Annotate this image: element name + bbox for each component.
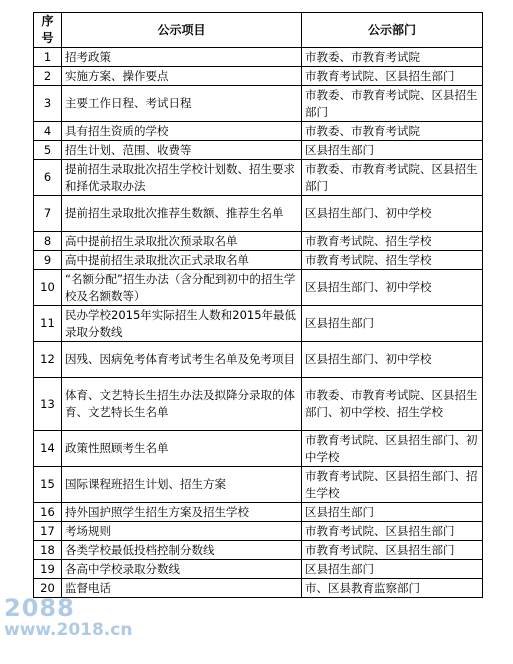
table-row — [34, 196, 483, 232]
row-number: 14 — [34, 431, 62, 467]
row-number: 2 — [34, 67, 62, 86]
publicity-item: 监督电话 — [62, 579, 302, 598]
publicity-item: 主要工作日程、考试日程 — [62, 86, 302, 122]
publicity-department: 市教委、市教育考试院、区县招生部门 — [302, 86, 483, 122]
publicity-department: 区县招生部门 — [302, 141, 483, 160]
publicity-department: 市教委、市教育考试院 — [302, 48, 483, 67]
row-number: 6 — [34, 160, 62, 196]
row-number: 8 — [34, 232, 62, 251]
row-number: 9 — [34, 251, 62, 270]
table-row — [34, 431, 483, 467]
publicity-department: 市教委、市教育考试院、区县招生部门 — [302, 160, 483, 196]
table-header-row — [34, 13, 483, 48]
publicity-department: 市教育考试院、招生学校 — [302, 232, 483, 251]
row-number: 1 — [34, 48, 62, 67]
table-row — [34, 342, 483, 378]
publicity-item: 因残、因病免考体育考试考生名单及免考项目 — [62, 342, 302, 378]
publicity-department: 市教委、市教育考试院、区县招生部门、初中学校、招生学校 — [302, 378, 483, 431]
table-row — [34, 86, 483, 122]
row-number: 5 — [34, 141, 62, 160]
publicity-department: 区县招生部门、初中学校 — [302, 196, 483, 232]
publicity-department: 区县招生部门 — [302, 503, 483, 522]
watermark-line2: www.2018.cn — [4, 620, 133, 640]
row-number: 12 — [34, 342, 62, 378]
row-number: 17 — [34, 522, 62, 541]
publicity-item: 持外国护照学生招生方案及招生学校 — [62, 503, 302, 522]
publicity-department: 市教育考试院、区县招生部门 — [302, 67, 483, 86]
row-number: 18 — [34, 541, 62, 560]
publicity-department: 市教委、市教育考试院 — [302, 122, 483, 141]
row-number: 7 — [34, 196, 62, 232]
publicity-department: 市教育考试院、招生学校 — [302, 251, 483, 270]
publicity-item: 具有招生资质的学校 — [62, 122, 302, 141]
table-row — [34, 48, 483, 67]
publicity-item: 国际课程班招生计划、招生方案 — [62, 467, 302, 503]
row-number: 19 — [34, 560, 62, 579]
table-row — [34, 67, 483, 86]
table-row — [34, 306, 483, 342]
row-number: 11 — [34, 306, 62, 342]
row-number: 15 — [34, 467, 62, 503]
table-row — [34, 251, 483, 270]
table-row — [34, 560, 483, 579]
row-number: 4 — [34, 122, 62, 141]
publicity-item: 提前招生录取批次招生学校计划数、招生要求和择优录取办法 — [62, 160, 302, 196]
column-header-number — [34, 13, 62, 48]
column-header-department: 公示部门 — [302, 13, 483, 48]
publicity-item: 高中提前招生录取批次预录取名单 — [62, 232, 302, 251]
publicity-item: 考场规则 — [62, 522, 302, 541]
row-number: 3 — [34, 86, 62, 122]
publicity-table-container — [33, 12, 482, 598]
row-number: 20 — [34, 579, 62, 598]
publicity-department: 区县招生部门、初中学校 — [302, 270, 483, 306]
table-row — [34, 541, 483, 560]
table-row — [34, 232, 483, 251]
table-row — [34, 160, 483, 196]
publicity-item: “名额分配”招生办法（含分配到初中的招生学校及名额数等） — [62, 270, 302, 306]
publicity-table — [33, 12, 483, 598]
site-watermark — [4, 596, 132, 639]
row-number: 10 — [34, 270, 62, 306]
publicity-item: 高中提前招生录取批次正式录取名单 — [62, 251, 302, 270]
publicity-item: 各高中学校录取分数线 — [62, 560, 302, 579]
table-row — [34, 378, 483, 431]
publicity-department: 区县招生部门 — [302, 560, 483, 579]
header-number-line2: 号 — [41, 31, 54, 45]
publicity-item: 政策性照顾考生名单 — [62, 431, 302, 467]
publicity-item: 民办学校2015年实际招生人数和2015年最低录取分数线 — [62, 306, 302, 342]
table-row — [34, 522, 483, 541]
publicity-item: 招生计划、范围、收费等 — [62, 141, 302, 160]
publicity-item: 招考政策 — [62, 48, 302, 67]
publicity-department: 市、区县教育监察部门 — [302, 579, 483, 598]
publicity-department: 市教育考试院、区县招生部门 — [302, 541, 483, 560]
publicity-item: 实施方案、操作要点 — [62, 67, 302, 86]
publicity-item: 提前招生录取批次推荐生数额、推荐生名单 — [62, 196, 302, 232]
row-number: 13 — [34, 378, 62, 431]
publicity-department: 市教育考试院、区县招生部门、初中学校 — [302, 431, 483, 467]
table-row — [34, 122, 483, 141]
publicity-department: 市教育考试院、区县招生部门、招生学校 — [302, 467, 483, 503]
publicity-item: 各类学校最低投档控制分数线 — [62, 541, 302, 560]
table-row — [34, 503, 483, 522]
watermark-line1: 2088 — [4, 594, 75, 622]
header-number-line1: 序 — [41, 14, 54, 28]
publicity-department: 市教育考试院、区县招生部门 — [302, 522, 483, 541]
column-header-item: 公示项目 — [62, 13, 302, 48]
table-row — [34, 141, 483, 160]
row-number: 16 — [34, 503, 62, 522]
publicity-department: 区县招生部门 — [302, 306, 483, 342]
table-row — [34, 579, 483, 598]
publicity-department: 区县招生部门、初中学校 — [302, 342, 483, 378]
publicity-item: 体育、文艺特长生招生办法及拟降分录取的体育、文艺特长生名单 — [62, 378, 302, 431]
table-row — [34, 270, 483, 306]
table-row — [34, 467, 483, 503]
